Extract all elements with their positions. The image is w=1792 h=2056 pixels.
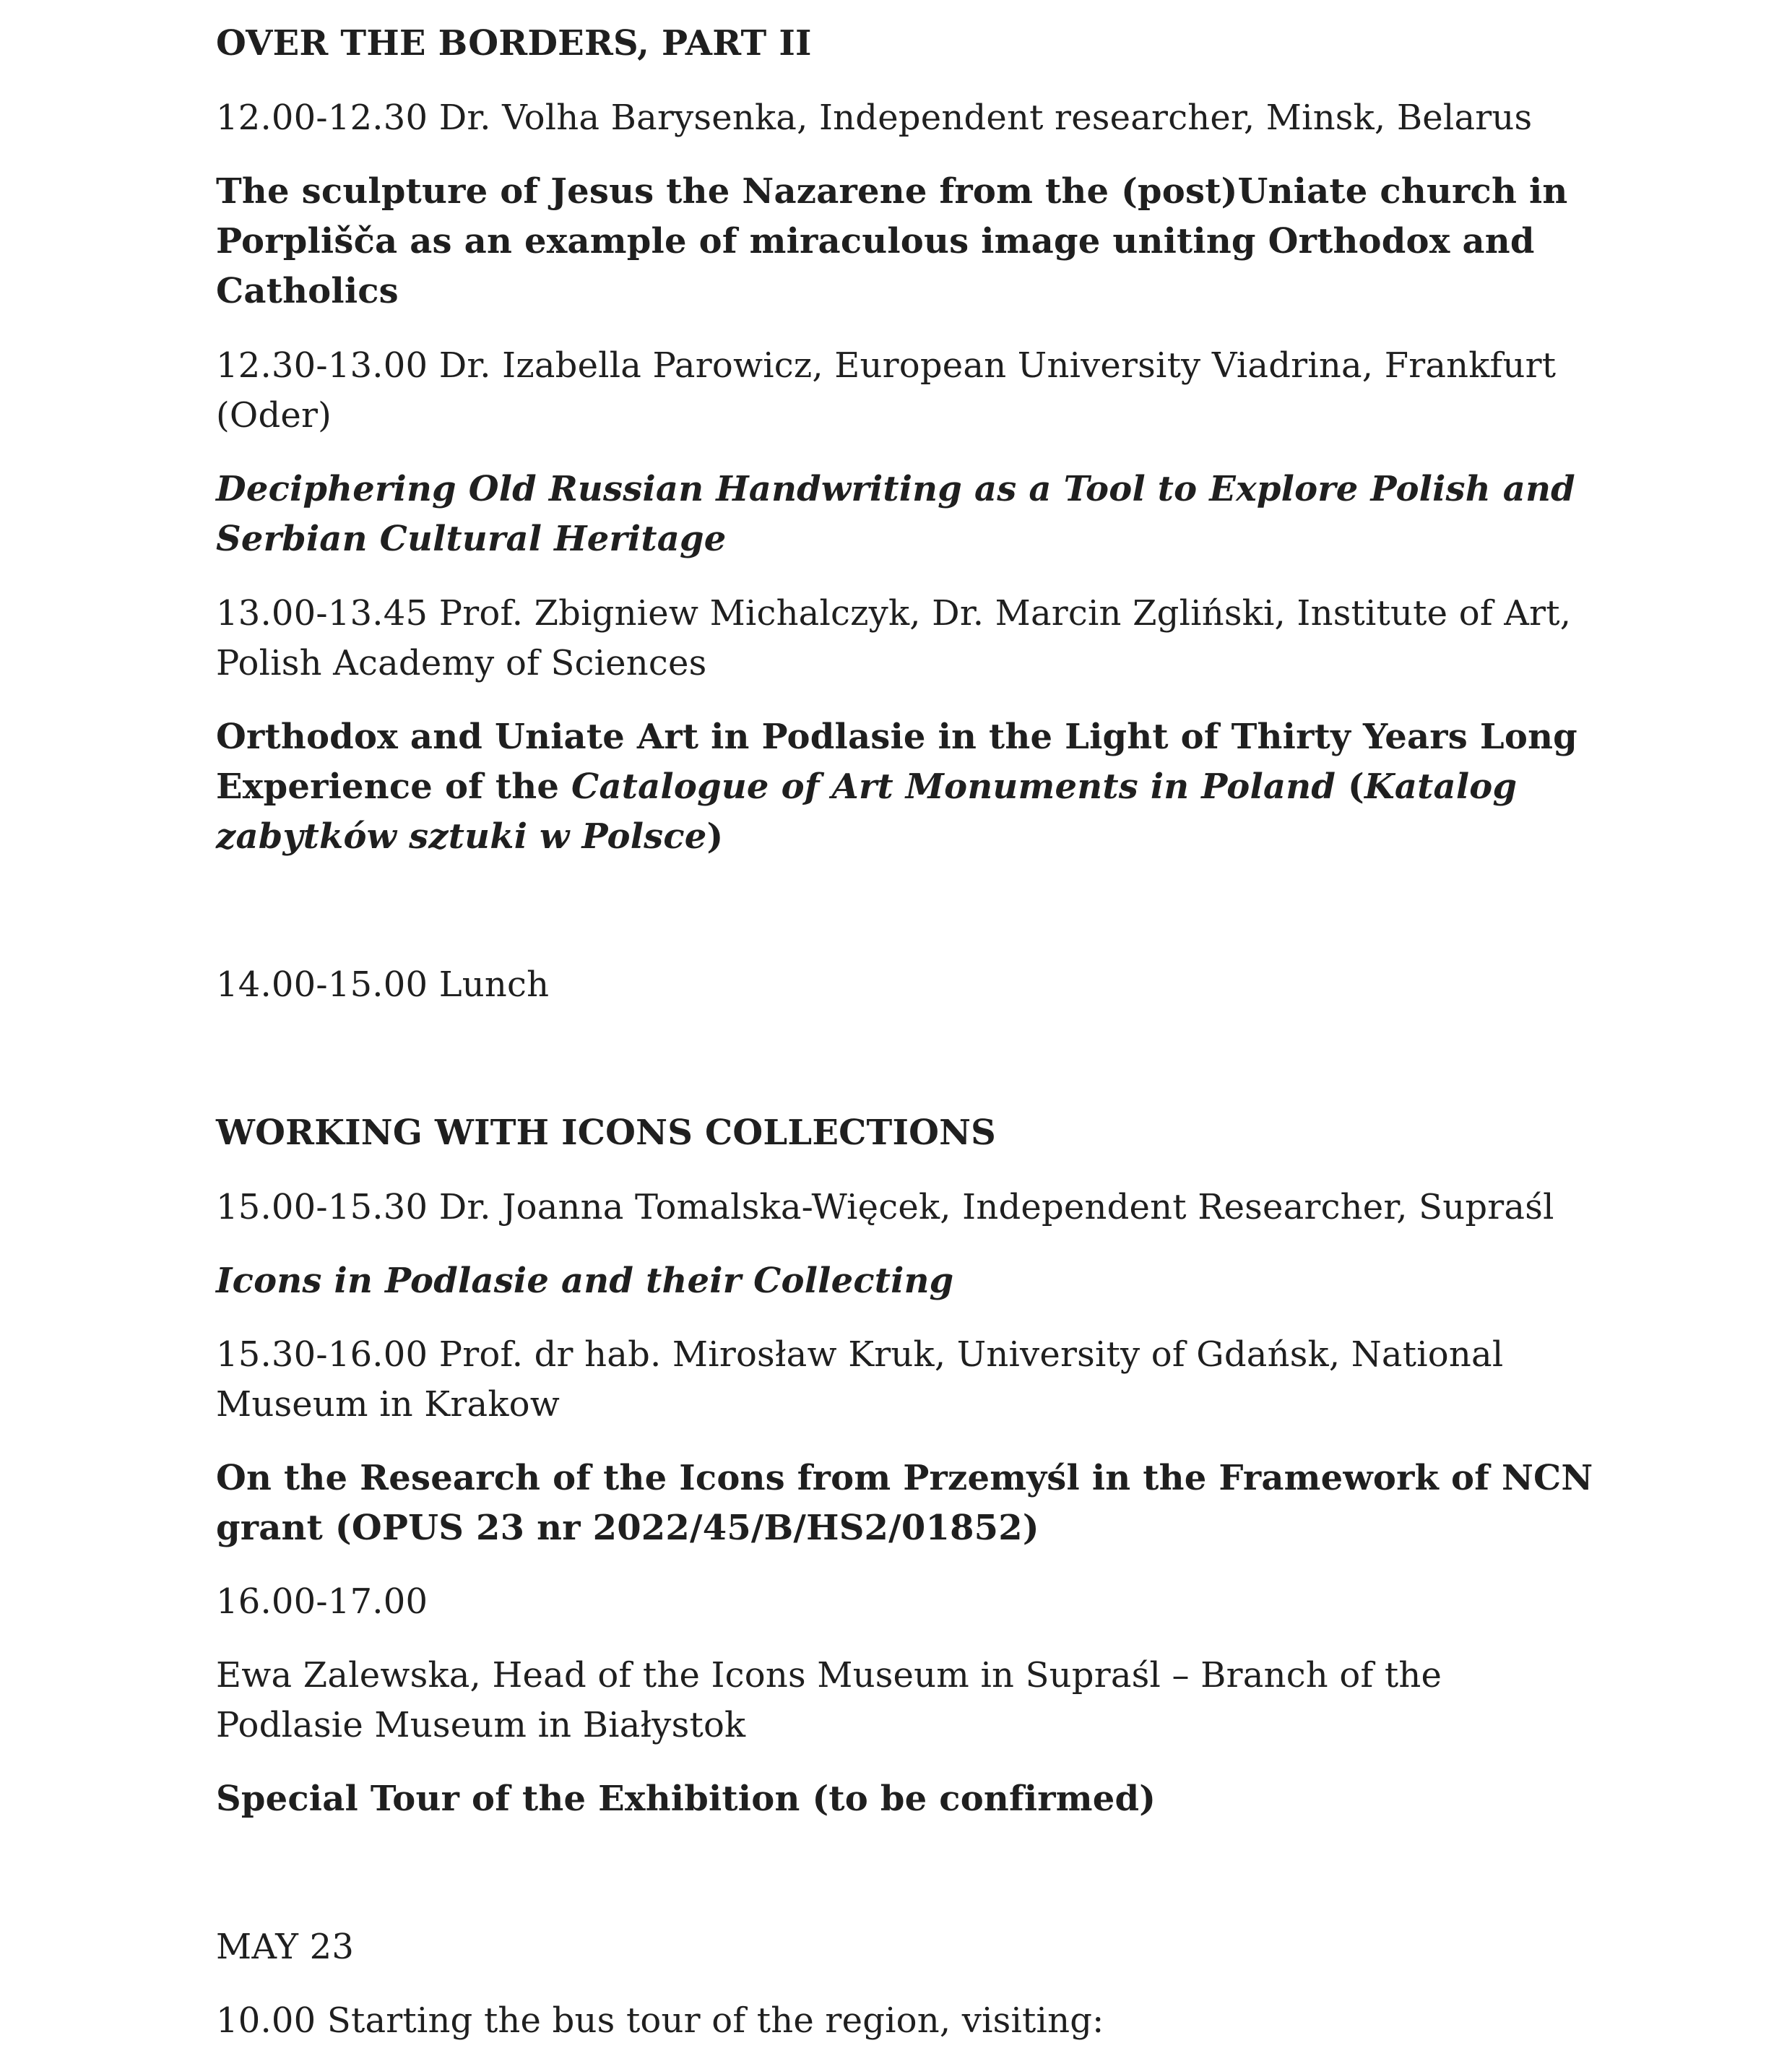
talk-title: Deciphering Old Russian Handwriting as a Tool to Explore Polish and xyxy=(216,469,1575,509)
title-italic-text: Catalogue of Art Monuments in Poland xyxy=(571,766,1336,807)
title-text: Experience of the xyxy=(216,766,572,807)
talk-time-speaker: 15.00-15.30 Dr. Joanna Tomalska-Więcek, Independent Researcher, Supraśl xyxy=(216,1187,1554,1227)
session-heading: WORKING WITH ICONS COLLECTIONS xyxy=(216,1113,997,1153)
lunch-break: 14.00-15.00 Lunch xyxy=(216,964,550,1005)
talk-title: Porplišča as an example of miraculous image uniting Orthodox and xyxy=(216,221,1535,262)
session-heading: OVER THE BORDERS, PART II xyxy=(216,23,812,64)
talk-title: Special Tour of the Exhibition (to be confirmed) xyxy=(216,1779,1156,1819)
title-text: ( xyxy=(1336,766,1364,807)
talk-time-speaker: 13.00-13.45 Prof. Zbigniew Michalczyk, Dr. Marcin Zgliński, Institute of Art, xyxy=(216,593,1572,634)
talk-title: Serbian Cultural Heritage xyxy=(216,519,727,559)
talk-speaker: Ewa Zalewska, Head of the Icons Museum in Supraśl – Branch of the xyxy=(216,1655,1442,1696)
talk-time-speaker: (Oder) xyxy=(216,395,332,436)
talk-speaker: Podlasie Museum in Białystok xyxy=(216,1705,746,1745)
talk-time-speaker: 12.00-12.30 Dr. Volha Barysenka, Independent researcher, Minsk, Belarus xyxy=(216,98,1533,138)
talk-title: Catholics xyxy=(216,271,399,311)
talk-time-speaker: Polish Academy of Sciences xyxy=(216,643,707,683)
talk-title: On the Research of the Icons from Przemyśl in the Framework of NCN xyxy=(216,1458,1593,1498)
talk-time-speaker: 15.30-16.00 Prof. dr hab. Mirosław Kruk, University of Gdańsk, National xyxy=(216,1334,1504,1375)
talk-title xyxy=(216,812,723,862)
talk-title: The sculpture of Jesus the Nazarene from the (post)Uniate church in xyxy=(216,171,1568,212)
talk-time-speaker: 12.30-13.00 Dr. Izabella Parowicz, European University Viadrina, Frankfurt xyxy=(216,345,1557,386)
tour-start: 10.00 Starting the bus tour of the region, visiting: xyxy=(216,2000,1104,2041)
talk-title: Icons in Podlasie and their Collecting xyxy=(216,1261,954,1301)
talk-title: grant (OPUS 23 nr 2022/45/B/HS2/01852) xyxy=(216,1508,1039,1548)
title-italic-text: Katalog xyxy=(1364,766,1518,807)
day-heading: MAY 23 xyxy=(216,1927,355,1967)
talk-time-speaker: Museum in Krakow xyxy=(216,1384,560,1425)
talk-time: 16.00-17.00 xyxy=(216,1581,428,1622)
talk-title: Orthodox and Uniate Art in Podlasie in the Light of Thirty Years Long xyxy=(216,717,1577,757)
talk-title xyxy=(216,762,1517,812)
title-text: ) xyxy=(706,816,724,857)
title-italic-text: zabytków sztuki w Polsce xyxy=(216,816,707,857)
